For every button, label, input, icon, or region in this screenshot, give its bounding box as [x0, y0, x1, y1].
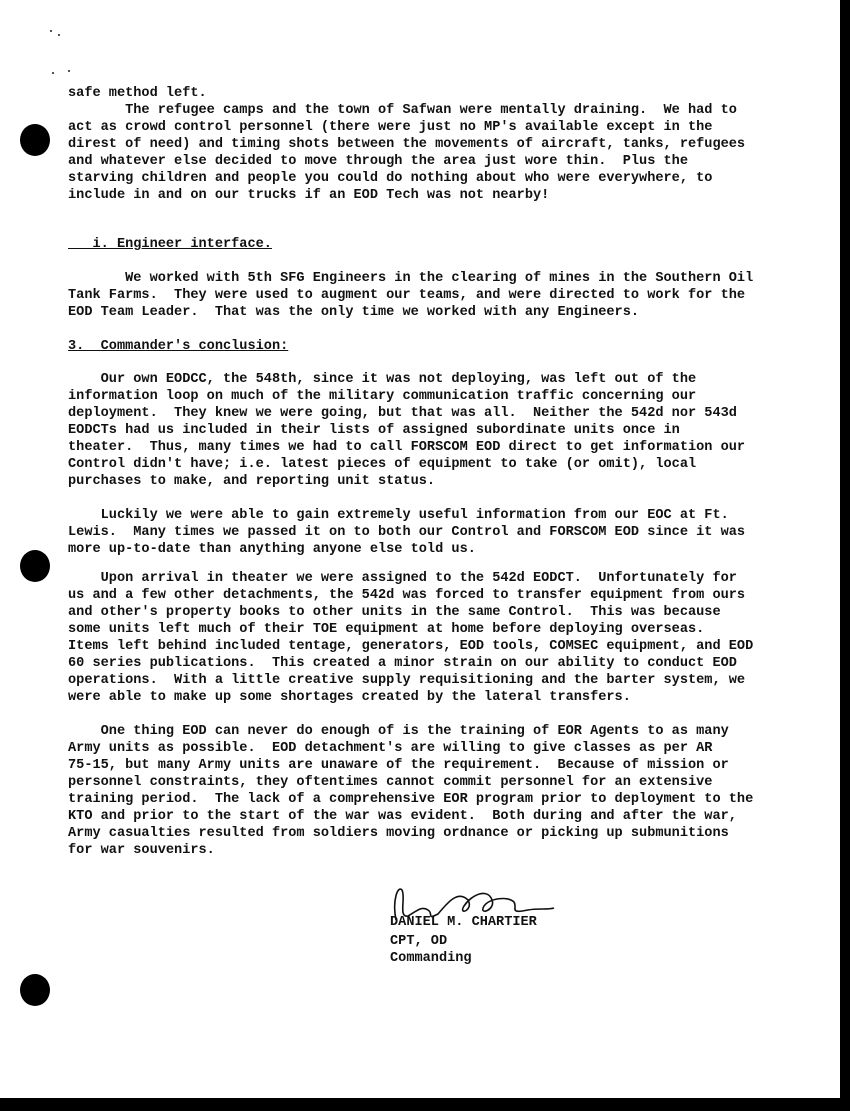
paragraph-line: Army units as possible. EOD detachment's are willing to give classes as per AR — [68, 741, 713, 756]
signature-name: DANIEL M. CHARTIER — [390, 915, 537, 930]
paragraph-line: purchases to make, and reporting unit status. — [68, 474, 436, 489]
paragraph-line: 75-15, but many Army units are unaware of the requirement. Because of mission or — [68, 758, 729, 773]
paragraph-line: We worked with 5th SFG Engineers in the clearing of mines in the Southern Oil — [68, 271, 754, 286]
paragraph-line: 60 series publications. This created a minor strain on our ability to conduct EOD — [68, 656, 737, 671]
paragraph-line: direst of need) and timing shots between the movements of aircraft, tanks, refugees — [68, 137, 746, 152]
paragraph-line: Lewis. Many times we passed it on to both our Control and FORSCOM EOD since it was — [68, 525, 746, 540]
paragraph-line: Luckily we were able to gain extremely useful information from our EOC at Ft. — [68, 508, 729, 523]
scan-speck — [50, 30, 52, 32]
paragraph-line: personnel constraints, they oftentimes cannot commit personnel for an extensive — [68, 775, 713, 790]
punch-hole-icon — [20, 974, 50, 1006]
paragraph-line: and other's property books to other units in the same Control. This was because — [68, 605, 721, 620]
punch-hole-icon — [20, 550, 50, 582]
signature-title: Commanding — [390, 951, 472, 966]
paragraph-line: Our own EODCC, the 548th, since it was not deploying, was left out of the — [68, 372, 697, 387]
paragraph-line: theater. Thus, many times we had to call FORSCOM EOD direct to get information our — [68, 440, 746, 455]
paragraph-line: KTO and prior to the start of the war was evident. Both during and after the war, — [68, 809, 737, 824]
paragraph-line: for war souvenirs. — [68, 843, 215, 858]
scan-speck — [68, 70, 70, 72]
section-heading: i. Engineer interface. — [68, 237, 272, 252]
paragraph-line: act as crowd control personnel (there were just no MP's available except in the — [68, 120, 713, 135]
paragraph-line: Tank Farms. They were used to augment our teams, and were directed to work for the — [68, 288, 746, 303]
paragraph-line: us and a few other detachments, the 542d was forced to transfer equipment from ours — [68, 588, 746, 603]
paragraph-line: and whatever else decided to move through the area just wore thin. Plus the — [68, 154, 688, 169]
paragraph-line: The refugee camps and the town of Safwan were mentally draining. We had to — [68, 103, 737, 118]
section-heading: 3. Commander's conclusion: — [68, 339, 289, 354]
paragraph-line: include in and on our trucks if an EOD Tech was not nearby! — [68, 188, 550, 203]
scan-speck — [52, 72, 54, 74]
paragraph-line: starving children and people you could do nothing about who were everywhere, to — [68, 171, 713, 186]
paragraph-line: operations. With a little creative supply requisitioning and the barter system, we — [68, 673, 746, 688]
paragraph-line: training period. The lack of a comprehensive EOR program prior to deployment to the — [68, 792, 754, 807]
paragraph-line: information loop on much of the military communication traffic concerning our — [68, 389, 697, 404]
scan-edge-right — [840, 0, 850, 1111]
paragraph-line: deployment. They knew we were going, but that was all. Neither the 542d nor 543d — [68, 406, 737, 421]
paragraph-line: Army casualties resulted from soldiers moving ordnance or picking up submunitions — [68, 826, 729, 841]
paragraph-line: safe method left. — [68, 86, 207, 101]
signature-rank: CPT, OD — [390, 934, 448, 949]
paragraph-line: One thing EOD can never do enough of is the training of EOR Agents to as many — [68, 724, 729, 739]
paragraph-line: EODCTs had us included in their lists of assigned subordinate units once in — [68, 423, 680, 438]
scan-speck — [58, 34, 60, 36]
paragraph-line: Upon arrival in theater we were assigned to the 542d EODCT. Unfortunately for — [68, 571, 737, 586]
paragraph-line: Control didn't have; i.e. latest pieces of equipment to take (or omit), local — [68, 457, 697, 472]
paragraph-line: EOD Team Leader. That was the only time we worked with any Engineers. — [68, 305, 640, 320]
paragraph-line: more up-to-date than anything anyone else told us. — [68, 542, 476, 557]
paragraph-line: were able to make up some shortages created by the lateral transfers. — [68, 690, 631, 705]
paragraph-line: some units left much of their TOE equipment at home before deploying overseas. — [68, 622, 705, 637]
paragraph-line: Items left behind included tentage, generators, EOD tools, COMSEC equipment, and EOD — [68, 639, 754, 654]
scan-edge-bottom — [0, 1098, 850, 1111]
punch-hole-icon — [20, 124, 50, 156]
